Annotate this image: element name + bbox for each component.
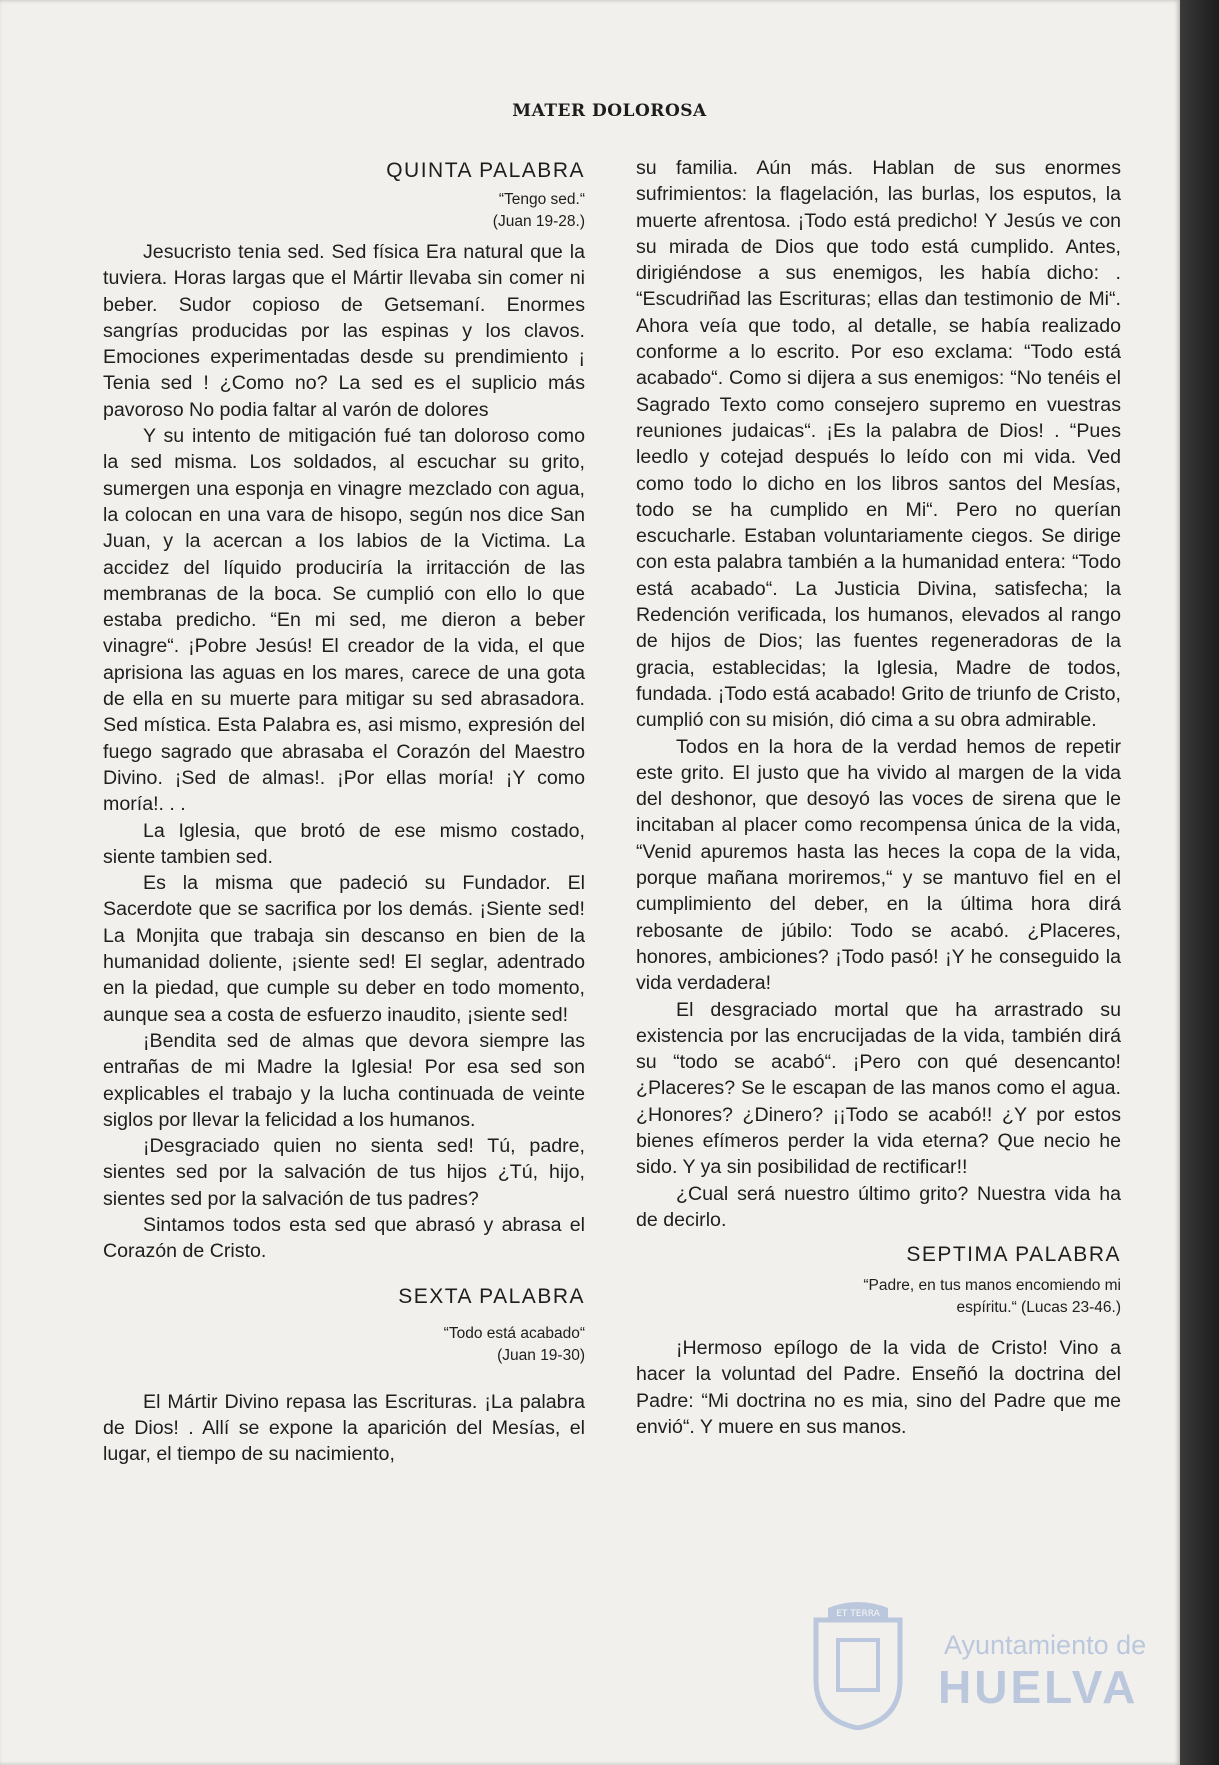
paragraph: ¡Hermoso epílogo de la vida de Cristo! Vino a hacer la voluntad del Padre. Enseñó la doctrina del Padre: “Mi doctrina no es mia, sino del Padre que me envió“. Y muere en sus manos. [636, 1337, 1121, 1439]
watermark-line-2: HUELVA [938, 1661, 1139, 1713]
running-header: MATER DOLOROSA [512, 101, 707, 121]
paragraph: ¡Bendita sed de almas que devora siempre las entrañas de mi Madre la Iglesia! Por esa sed son explicables el trabajo y la lucha continuada de veinte siglos por llevar la felicidad a los humanos. [103, 1029, 585, 1131]
page-edge [1180, 0, 1219, 1765]
left-column [103, 155, 585, 1467]
section-title-septima: SEPTIMA PALABRA [906, 1243, 1121, 1267]
section-quote-quinta [103, 189, 585, 233]
paragraph: Jesucristo tenia sed. Sed física Era natural que la tuviera. Horas largas que el Mártir llevaba sin comer ni beber. Sudor copioso de Getsemaní. Enormes sangrías producidas por las espinas y los clavos. Emociones experimentadas desde su prendimiento ¡ Tenia sed ! ¿Como no? La sed es el suplicio más pavoroso No podia faltar al varón de dolores [103, 241, 585, 421]
huelva-watermark [808, 1600, 1148, 1730]
paragraph: ¡Desgraciado quien no sienta sed! Tú, padre, sientes sed por la salvación de tus hijos ¿Tú, hijo, sientes sed por la salvación de tus padres? [103, 1135, 585, 1210]
quote-text: “Tengo sed.“ [498, 191, 585, 208]
section-title-quinta: QUINTA PALABRA [386, 159, 585, 182]
section-quote-septima: “Padre, en tus manos encomiendo mi espíritu.“ (Lucas 23-46.) [863, 1277, 1121, 1317]
section-title-sexta: SEXTA PALABRA [398, 1284, 585, 1308]
quote-text: “Todo está acabado“ [443, 1324, 585, 1342]
paragraph: Todos en la hora de la verdad hemos de repetir este grito. El justo que ha vivido al margen de la vida del deshonor, que desoyó las voces de sirena que le incitaban al placer como recompensa única de la vida, “Venid apuremos hasta las heces la copa de la vida, porque mañana moriremos,“ y se mantuvo fiel en el cumplimiento del deber, en la última hora dirá rebosante de júbilo: Todo se acabó. ¿Placeres, honores, ambiciones? ¡Todo pasó! ¡Y he conseguido la vida verdadera! [636, 735, 1121, 995]
city-shield-icon [808, 1600, 908, 1730]
watermark-line-1: Ayuntamiento de [944, 1630, 1147, 1660]
section-quote-sexta [103, 1323, 585, 1367]
paragraph: Y su intento de mitigación fué tan doloroso como la sed misma. Los soldados, al escuchar su grito, sumergen una esponja en vinagre mezclado con agua, la colocan en una vara de hisopo, según nos dice San Juan, y la acercan a Ios labios de la Victima. La accidez del líquido produciría la irritacción de las membranas de la boca. Se cumplió con ello lo que estaba predicho. “En mi sed, me dieron a beber vinagre“. ¡Pobre Jesús! El creador de la vida, el que aprisiona las aguas en los mares, carece de una gota de ella en su muerte para mitigar su sed abrasadora. Sed mística. Esta Palabra es, asi mismo, expresión del fuego sagrado que abrasaba el Corazón del Maestro Divino. ¡Sed de almas!. ¡Por ellas moría! ¡Y como moría!. . . [103, 425, 585, 816]
paragraph: El desgraciado mortal que ha arrastrado su existencia por las encrucijadas de la vida, también dirá su “todo se acabó“. ¡Pero con qué desencanto! ¿Placeres? Se le escapan de las manos como el agua. ¿Honores? ¿Dinero? ¡¡Todo se acabó!! ¿Y por estos bienes efímeros perder la vida eterna? Que necio he sido. Y ya sin posibilidad de rectificar!! [636, 998, 1121, 1179]
paragraph: El Mártir Divino repasa las Escrituras. ¡La palabra de Dios! . Allí se expone la aparición del Mesías, el lugar, el tiempo de su nacimiento, [103, 1390, 585, 1466]
paragraph: La Iglesia, que brotó de ese mismo costado, siente tambien sed. [103, 819, 585, 868]
right-column [636, 155, 1121, 1440]
quote-reference: (Juan 19-30) [497, 1346, 585, 1364]
paragraph: Es la misma que padeció su Fundador. El Sacerdote que se sacrifica por los demás. ¡Siente sed! La Monjita que trabaja sin descanso en bien de la humanidad doliente, ¡siente sed! El seglar, adentrado en la piedad, que cumple su deber en todo momento, aunque sea a costa de esfuerzo inaudito, ¡siente sed! [103, 872, 585, 1026]
quote-reference: (Juan 19-28.) [492, 213, 585, 230]
paragraph: ¿Cual será nuestro último grito? Nuestra vida ha de decirlo. [636, 1182, 1121, 1231]
paragraph: Sintamos todos esta sed que abrasó y abrasa el Corazón de Cristo. [103, 1213, 585, 1263]
shield-motto: ET TERRA [836, 1609, 880, 1619]
paragraph: su familia. Aún más. Hablan de sus enormes sufrimientos: la flagelación, las burlas, los esputos, la muerte afrentosa. ¡Todo está predicho! Y Jesús ve con su mirada de Dios que todo está cumplido. Antes, dirigiéndose a sus enemigos, les había dicho: . “Escudriñad las Escrituras; ellas dan testimonio de Mi“. Ahora veía que todo, al detalle, se había realizado conforme a lo escrito. Por eso exclama: “Todo está acabado“. Como si dijera a sus enemigos: “No tenéis el Sagrado Texto como consejero supremo en vuestras reuniones judaicas“. ¡Es la palabra de Dios! . “Pues leedlo y cotejad después lo leído con mi vida. Ved como todo lo dicho en los libros santos del Mesías, todo se ha cumplido en Mi“. Pero no querían escucharle. Estaban voluntariamente ciegos. Se dirige con esta palabra también a la humanidad entera: “Todo está acabado“. La Justicia Divina, satisfecha; la Redención verificada, los humanos, elevados al rango de hijos de Dios; las fuentes regeneradoras de la gracia, establecidas; la Iglesia, Madre de todos, fundada. ¡Todo está acabado! Grito de triunfo de Cristo, cumplió con su misión, dió cima a su obra admirable. [636, 157, 1121, 732]
